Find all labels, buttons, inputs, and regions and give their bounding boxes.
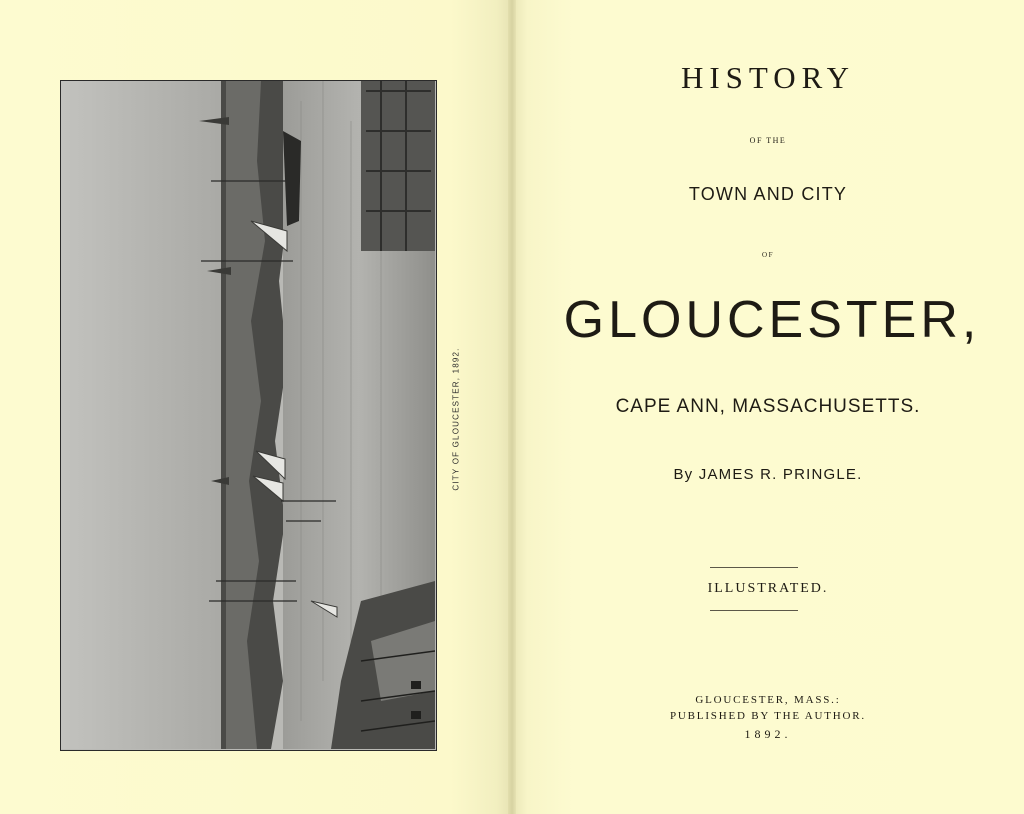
title-cape-ann: CAPE ANN, MASSACHUSETTS. xyxy=(615,396,921,417)
imprint-place: GLOUCESTER, MASS.: xyxy=(695,694,841,706)
title-gloucester: GLOUCESTER, xyxy=(563,291,981,349)
title-of-the: OF THE xyxy=(749,136,787,145)
title-town-and-city: TOWN AND CITY xyxy=(688,184,848,204)
title-history: HISTORY xyxy=(680,60,856,95)
title-of: OF xyxy=(762,251,774,259)
frontispiece-photograph xyxy=(60,80,437,751)
divider-rule-top xyxy=(710,567,798,568)
imprint-publisher: PUBLISHED BY THE AUTHOR. xyxy=(670,710,866,722)
illustrated-label: ILLUSTRATED. xyxy=(707,581,829,596)
author-line: By JAMES R. PRINGLE. xyxy=(673,466,863,483)
imprint-year: 1892. xyxy=(744,727,792,741)
divider-rule-bottom xyxy=(710,610,798,611)
frontispiece-caption xyxy=(449,349,463,489)
caption-text: CITY OF GLOUCESTER, 1892. xyxy=(451,347,461,491)
